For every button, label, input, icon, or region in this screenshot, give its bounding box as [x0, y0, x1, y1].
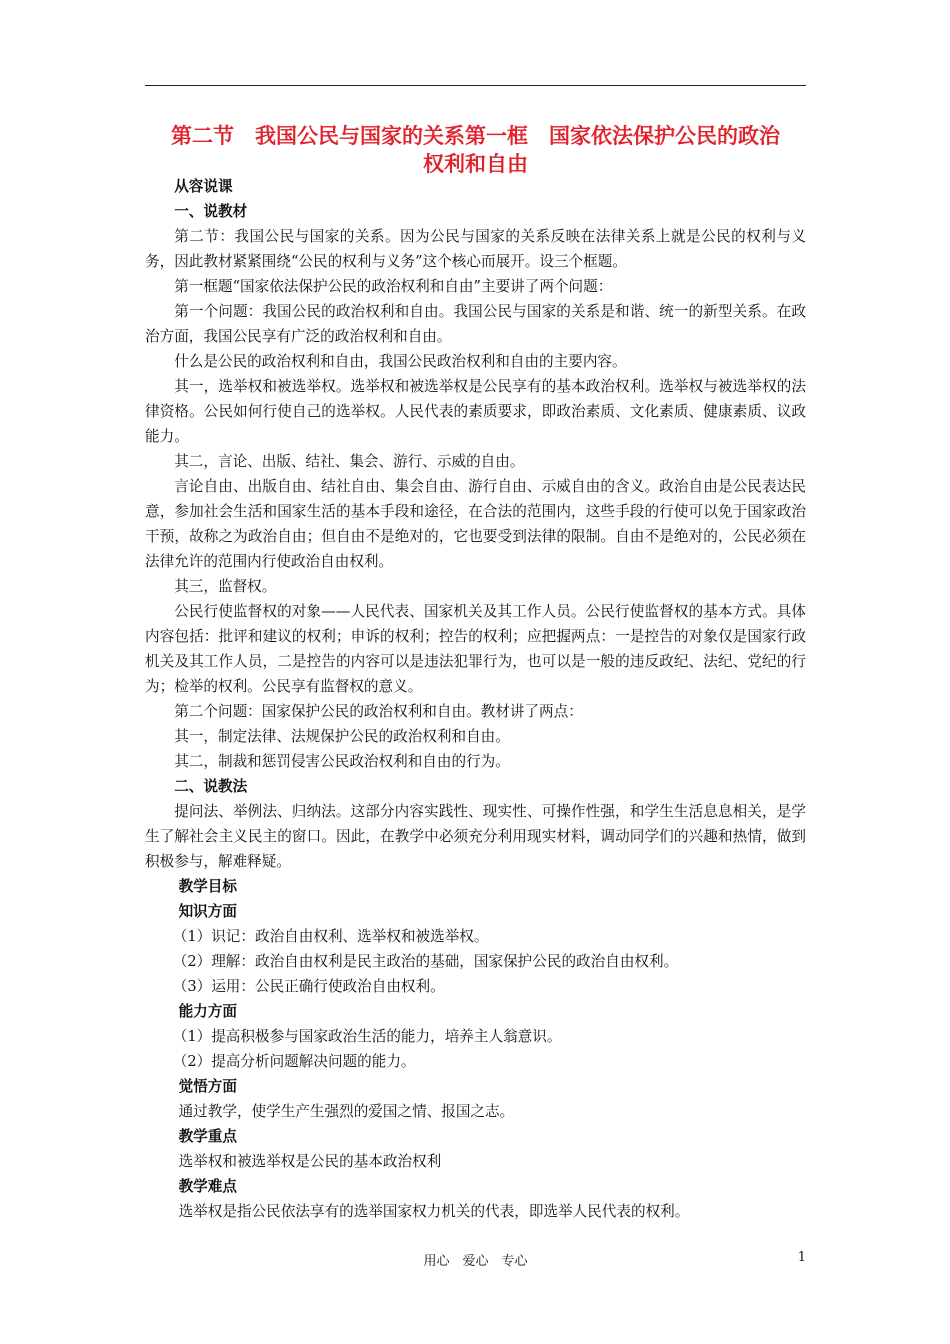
document-title — [145, 122, 806, 178]
page-footer — [145, 1250, 806, 1270]
paragraph: 其三，监督权。 — [174, 578, 277, 595]
paragraph: 第二个问题：国家保护公民的政治权利和自由。教材讲了两点： — [174, 703, 583, 720]
paragraph: 其二，制裁和惩罚侵害公民政治权利和自由的行为。 — [174, 753, 510, 770]
list-item: （1）提高积极参与国家政治生活的能力，培养主人翁意识。 — [172, 1028, 562, 1045]
knowledge-heading: 知识方面 — [178, 903, 237, 920]
key-points-text: 选举权和被选举权是公民的基本政治权利 — [178, 1153, 442, 1170]
intro-heading: 从容说课 — [174, 178, 233, 195]
paragraph: 其二，言论、出版、结社、集会、游行、示威的自由。 — [174, 453, 525, 470]
paragraph: 提问法、举例法、归纳法。这部分内容实践性、现实性、可操作性强，和学生生活息息相关，是学生了解社会主义民主的窗口。因此，在教学中必须充分利用现实材料，调动同学们的兴趣和热情，做到积极参与，解难释疑。 — [145, 803, 806, 870]
footer-motto: 用心 爱心 专心 — [423, 1254, 528, 1269]
title-line-1: 第二节 我国公民与国家的关系第一框 国家依法保护公民的政治 — [171, 123, 780, 148]
paragraph: 什么是公民的政治权利和自由，我国公民政治权利和自由的主要内容。 — [174, 353, 627, 370]
section-2-heading: 二、说教法 — [174, 778, 248, 795]
awareness-heading: 觉悟方面 — [178, 1078, 237, 1095]
paragraph: 其一，制定法律、法规保护公民的政治权利和自由。 — [174, 728, 510, 745]
list-item: （2）理解：政治自由权利是民主政治的基础，国家保护公民的政治自由权利。 — [172, 953, 679, 970]
difficulty-heading: 教学难点 — [178, 1178, 237, 1195]
key-points-heading: 教学重点 — [178, 1128, 237, 1145]
ability-heading: 能力方面 — [178, 1003, 237, 1020]
paragraph: 公民行使监督权的对象——人民代表、国家机关及其工作人员。公民行使监督权的基本方式。具体内容包括：批评和建议的权利；申诉的权利；控告的权利；应把握两点：一是控告的对象仅是国家行政机关及其工作人员，二是控告的内容可以是违法犯罪行为，也可以是一般的违反政纪、法纪、党纪的行为；检举的权利。公民享有监督权的意义。 — [145, 603, 806, 695]
header-rule — [145, 85, 806, 86]
paragraph: 言论自由、出版自由、结社自由、集会自由、游行自由、示威自由的含义。政治自由是公民表达民意，参加社会生活和国家生活的基本手段和途径，在合法的范围内，这些手段的行使可以免于国家政治干预，故称之为政治自由；但自由不是绝对的，它也要受到法律的限制。自由不是绝对的，公民必须在法律允许的范围内行使政治自由权利。 — [145, 478, 806, 570]
difficulty-text: 选举权是指公民依法享有的选举国家权力机关的代表，即选举人民代表的权利。 — [178, 1203, 690, 1220]
list-item: （3）运用：公民正确行使政治自由权利。 — [172, 978, 445, 995]
paragraph: 第一个问题：我国公民的政治权利和自由。我国公民与国家的关系是和谐、统一的新型关系。在政治方面，我国公民享有广泛的政治权利和自由。 — [145, 303, 806, 345]
document-body — [145, 174, 806, 1224]
paragraph: 第二节：我国公民与国家的关系。因为公民与国家的关系反映在法律关系上就是公民的权利与义务，因此教材紧紧围绕“公民的权利与义务”这个核心而展开。设三个框题。 — [145, 228, 806, 270]
awareness-text: 通过教学，使学生产生强烈的爱国之情、报国之志。 — [178, 1103, 515, 1120]
list-item: （1）识记：政治自由权利、选举权和被选举权。 — [172, 928, 489, 945]
goals-heading: 教学目标 — [178, 878, 237, 895]
paragraph: 其一，选举权和被选举权。选举权和被选举权是公民享有的基本政治权利。选举权与被选举权的法律资格。公民如何行使自己的选举权。人民代表的素质要求，即政治素质、文化素质、健康素质、议政能力。 — [145, 378, 806, 445]
title-line-2: 权利和自由 — [423, 151, 528, 176]
paragraph: 第一框题“国家依法保护公民的政治权利和自由”主要讲了两个问题： — [174, 278, 613, 295]
page-number: 1 — [797, 1250, 806, 1265]
list-item: （2）提高分析问题解决问题的能力。 — [172, 1053, 416, 1070]
section-1-heading: 一、说教材 — [174, 203, 248, 220]
